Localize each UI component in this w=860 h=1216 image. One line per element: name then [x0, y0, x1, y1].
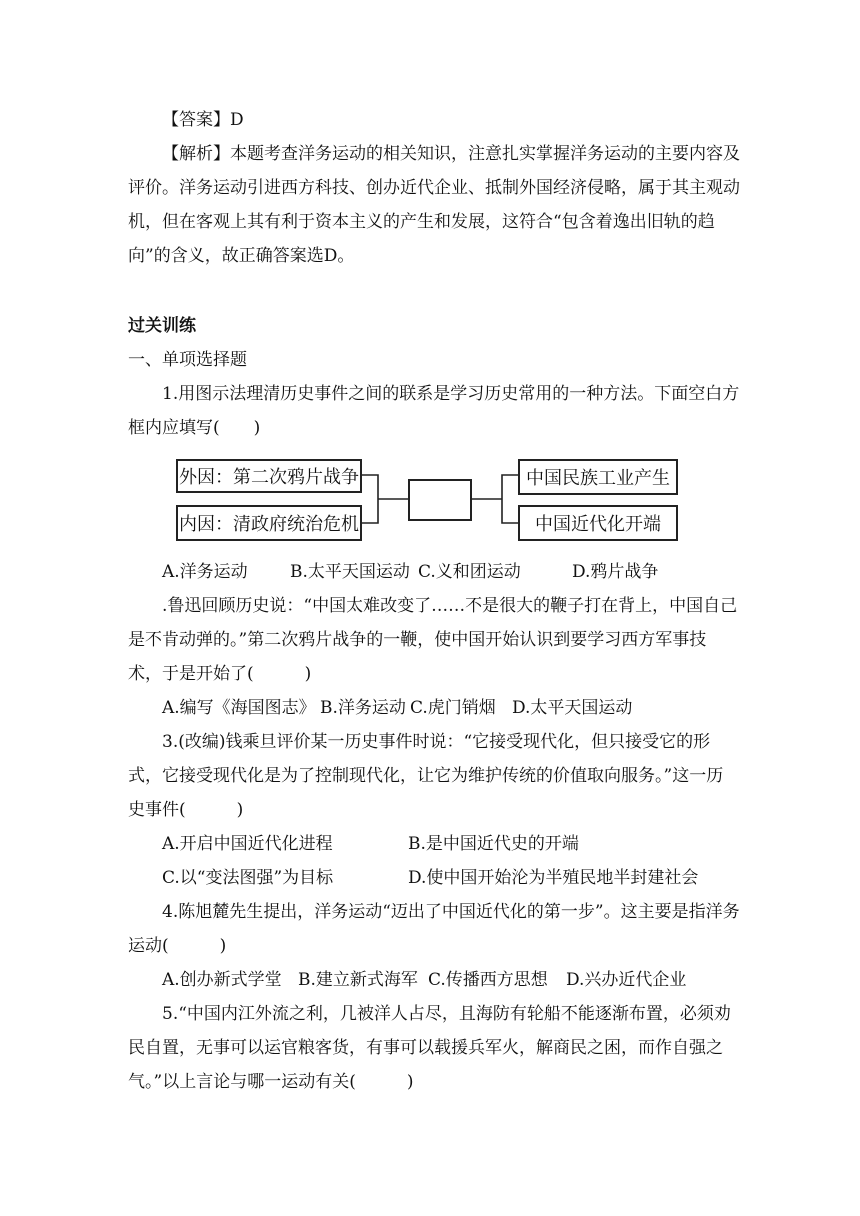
diagram-box-internal-cause: 内因：清政府统治危机	[176, 505, 362, 541]
question-1-stem: 1.用图示法理清历史事件之间的联系是学习历史常用的一种方法。下面空白方框内应填写( )	[128, 384, 740, 438]
answer-line: 【答案】D	[162, 110, 244, 130]
question-3-stem: 3.(改编)钱乘旦评价某一历史事件时说：“它接受现代化，但只接受它的形式，它接受现代化是为了控制现代化，让它为维护传统的价值取向服务。”这一历史事件( )	[128, 732, 724, 820]
option-a: A.创办新式学堂	[162, 970, 282, 990]
question-2-options	[162, 691, 632, 725]
question-2-stem: .鲁迅回顾历史说：“中国太难改变了……不是很大的鞭子打在背上，中国自己是不肯动弹的。”第二次鸦片战争的一鞭，使中国开始认识到要学习西方军事技术，于是开始了( )	[128, 596, 738, 684]
option-b: B.建立新式海军	[298, 970, 418, 990]
option-c: C.以“变法图强”为目标	[162, 868, 334, 888]
question-4-stem: 4.陈旭麓先生提出，洋务运动“迈出了中国近代化的第一步”。这主要是指洋务运动( )	[128, 902, 740, 956]
option-d: D.兴办近代企业	[566, 970, 687, 990]
option-b: B.太平天国运动	[290, 562, 410, 582]
question-1-options	[162, 555, 658, 589]
option-d: D.太平天国运动	[512, 698, 633, 718]
option-d: D.鸦片战争	[572, 562, 659, 582]
option-d: D.使中国开始沦为半殖民地半封建社会	[408, 868, 699, 888]
diagram-box-blank	[408, 479, 472, 521]
section-subtitle: 一、单项选择题	[128, 350, 247, 370]
option-c: C.传播西方思想	[428, 970, 548, 990]
question-3-options-row1	[162, 827, 579, 861]
option-c: C.虎门销烟	[410, 698, 496, 718]
question-3-options-row2	[162, 861, 698, 895]
diagram-box-industry: 中国民族工业产生	[518, 459, 678, 495]
diagram-box-modernization: 中国近代化开端	[518, 505, 678, 541]
option-a: A.洋务运动	[162, 562, 248, 582]
option-a: A.编写《海国图志》	[162, 698, 316, 718]
diagram-box-external-cause: 外因：第二次鸦片战争	[176, 459, 362, 493]
cause-effect-diagram	[170, 453, 690, 545]
option-b: B.洋务运动	[320, 698, 406, 718]
question-4-options	[162, 963, 686, 997]
option-a: A.开启中国近代化进程	[162, 834, 333, 854]
analysis-paragraph: 【解析】本题考查洋务运动的相关知识，注意扎实掌握洋务运动的主要内容及评价。洋务运动引进西方科技、创办近代企业、抵制外国经济侵略，属于其主观动机，但在客观上其有利于资本主义的产生和发展，这符合“包含着逸出旧轨的趋向”的含义，故正确答案选D。	[128, 144, 740, 266]
option-b: B.是中国近代史的开端	[408, 834, 579, 854]
option-c: C.义和团运动	[418, 562, 521, 582]
question-5-stem: 5.“中国内江外流之利，几被洋人占尽，且海防有轮船不能逐渐布置，必须劝民自置，无事可以运官粮客货，有事可以载援兵军火，解商民之困，而作自强之气。”以上言论与哪一运动有关( )	[128, 1004, 731, 1092]
section-title: 过关训练	[128, 316, 196, 336]
